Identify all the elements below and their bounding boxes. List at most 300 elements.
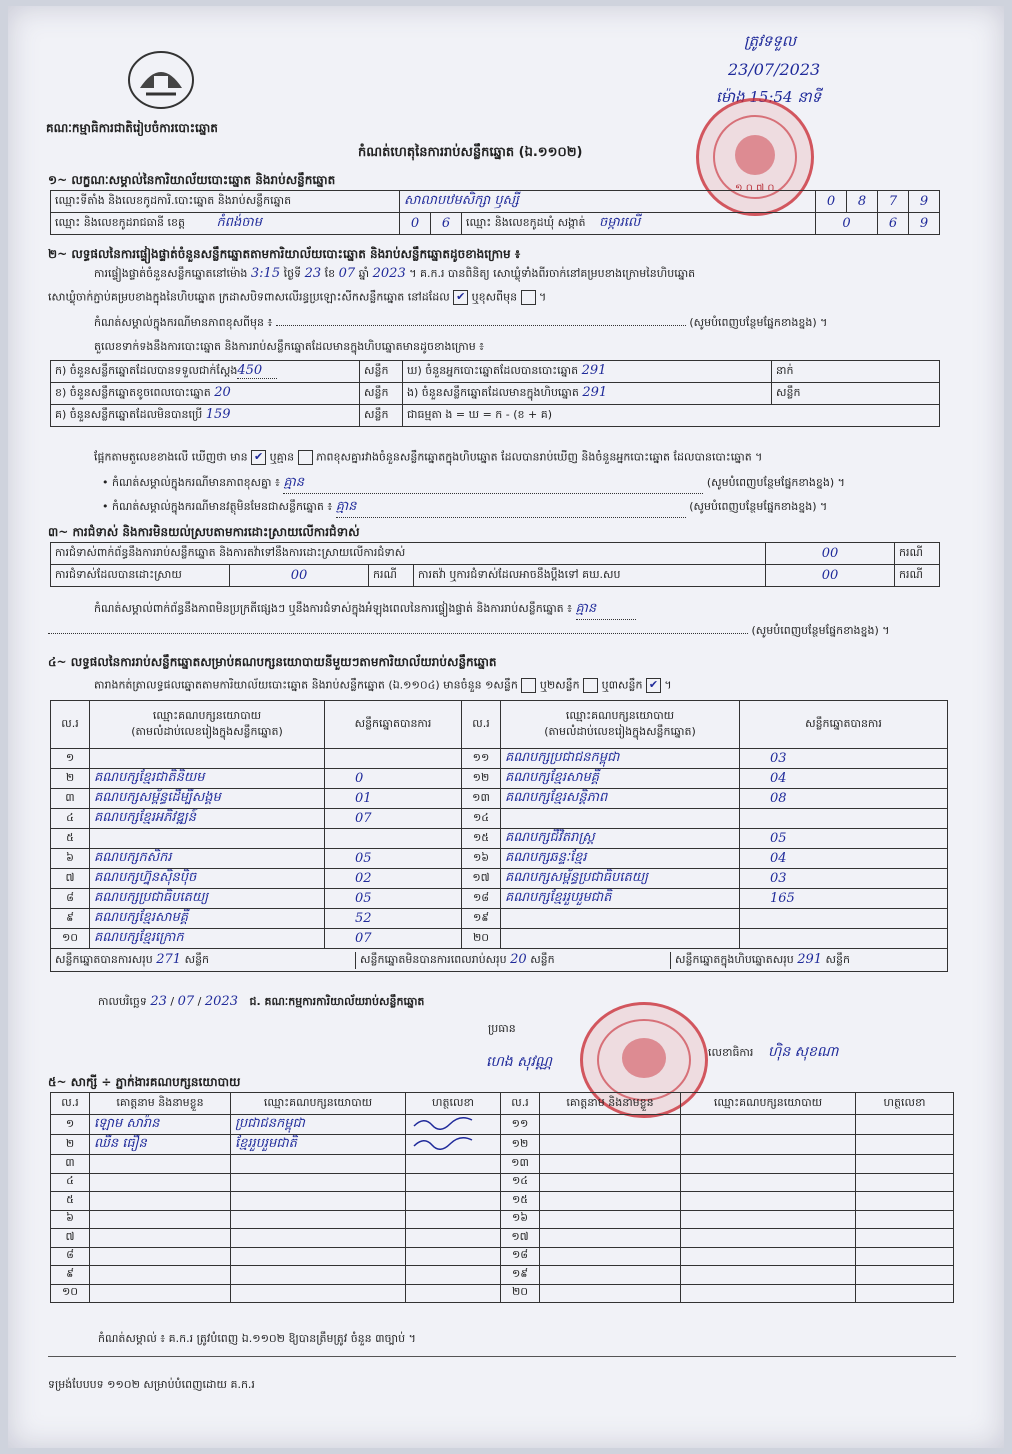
witness-name[interactable] (540, 1266, 681, 1285)
witness-no: ៣ (51, 1155, 90, 1174)
witness-no: ២០ (501, 1284, 540, 1303)
witness-party[interactable] (681, 1284, 856, 1303)
location-label: ឈ្មោះទីតាំង និងលេខកូដការិ.បោះឆ្នោត និងរាប់សន្លឹកឆ្នោត (51, 191, 400, 213)
location-value: សាលាបឋមសិក្សា ឫស្សី (400, 191, 816, 213)
appeal-value: 00 (766, 565, 895, 587)
party-no: ១៨ (462, 889, 501, 909)
note1-line (102, 474, 845, 494)
witness-party (231, 1266, 406, 1285)
witness-signature[interactable] (856, 1229, 954, 1248)
w-col-sign-left: ហត្ថលេខា (406, 1093, 501, 1115)
three-sheet-checkbox[interactable]: ✔ (646, 678, 661, 693)
witness-name[interactable] (540, 1284, 681, 1303)
party-no: ១១ (462, 749, 501, 769)
witness-signature[interactable] (406, 1192, 501, 1211)
witness-name: ឈឺន ធឿន (90, 1135, 231, 1155)
party-row (51, 889, 948, 909)
location-code-2: 8 (847, 191, 878, 213)
party-votes (325, 749, 462, 769)
party-name (90, 749, 325, 769)
witness-signature[interactable] (856, 1192, 954, 1211)
party-row (51, 869, 948, 889)
party-no: ១០ (51, 929, 90, 949)
received-label: ក) ចំនួនសន្លឹកឆ្នោតដែលបានទទួលជាក់ស្តែង (55, 364, 238, 377)
one-sheet-checkbox[interactable] (521, 678, 536, 693)
note1-fill: (សូមបំពេញបន្ថែមផ្នែកខាងខ្នង) ។ (706, 476, 845, 489)
party-votes: 01 (325, 789, 462, 809)
irregularity-blank-line[interactable] (48, 633, 748, 634)
irregularity-blank (48, 624, 890, 640)
party-votes: 05 (325, 889, 462, 909)
party-no: ៧ (51, 869, 90, 889)
section2-line1 (94, 266, 695, 283)
total-invalid-label: សន្លឹកឆ្នោតមិនបានការពេលរាប់សរុប (360, 952, 507, 966)
compare-or: ឬគ្មាន (269, 450, 295, 464)
party-no: ៨ (51, 889, 90, 909)
unused-label: គ) ចំនួនសន្លឹកឆ្នោតដែលមិនបានប្រើ (55, 408, 203, 421)
section2-line2: សោឃ្លុំចាក់ភ្ជាប់គម្របខាងក្នុងនៃហិបឆ្នោត ក្រដាសបិទពាសលើរន្ធប្រឡោះសីកសន្លឹកឆ្នោត នៅដដែល ✔ ឬខុសពីមុន ។ (48, 290, 547, 304)
party-no: ១៤ (462, 809, 501, 829)
party-name (90, 829, 325, 849)
witness-row (51, 1210, 954, 1229)
party-votes: 07 (325, 809, 462, 829)
col-party-right-title: ឈ្មោះគណបក្សនយោបាយ (565, 708, 675, 722)
received-unit: សន្លឹក (360, 361, 403, 383)
section1-title: ១~ លក្ខណៈសម្គាល់នៃការិយាល័យបោះឆ្នោត និងរាប់សន្លឹកឆ្នោត (48, 173, 336, 187)
party-no: ១៥ (462, 829, 501, 849)
date-line: កាលបរិច្ឆេទ 23 / 07 / 2023 ជ. គណៈកម្មការការិយាល័យរាប់សន្លឹកឆ្នោត (98, 994, 425, 1009)
party-name (501, 909, 740, 929)
col-party-left-sub: (តាមលំដាប់លេខរៀងក្នុងសន្លឹកឆ្នោត) (131, 724, 283, 738)
witness-party[interactable] (681, 1229, 856, 1248)
commune-code-2: 6 (878, 213, 909, 235)
witness-row (51, 1266, 954, 1285)
w-col-party-right: ឈ្មោះគណបក្សនយោបាយ (681, 1093, 856, 1115)
witness-row (51, 1155, 954, 1174)
witness-no: ១៩ (501, 1266, 540, 1285)
spoiled-unit: សន្លឹក (360, 383, 403, 405)
witness-row (51, 1284, 954, 1303)
note2-value[interactable]: គ្មាន (336, 498, 686, 518)
check-month: 07 (338, 266, 356, 281)
party-no: ១៣ (462, 789, 501, 809)
emblem-logo (126, 48, 196, 110)
formula-note: ជាធម្មតា ង = ឃ = ក - (ខ + គ) (403, 405, 940, 427)
party-name: គណបក្សខ្មែរសាមគ្គី (90, 909, 325, 929)
witness-no: ១៦ (501, 1210, 540, 1229)
party-name: គណបក្សខ្មែររួបរួមជាតិ (501, 889, 740, 909)
witness-name (90, 1173, 231, 1192)
party-name: គណបក្សសម្ព័ន្ធដើម្បីសង្គម (90, 789, 325, 809)
irregularity-value[interactable]: គ្មាន (576, 600, 636, 620)
witness-no: ១២ (501, 1135, 540, 1155)
line1-b: ថ្ងៃទី (283, 267, 302, 280)
footer-note: កំណត់សម្គាល់ ៖ គ.ក.រ ត្រូវបំពេញ ឯ.១១០២ ឱ្យបានត្រឹមត្រូវ ចំនួន ៣ច្បាប់ ។ (98, 1332, 416, 1345)
party-votes: 05 (325, 849, 462, 869)
total-valid-label: សន្លឹកឆ្នោតបានការសរុប (55, 952, 153, 966)
objection-label: ការជំទាស់ពាក់ព័ន្ធនឹងការរាប់សន្លឹកឆ្នោត និងការតវ៉ាទៅនឹងការដោះស្រាយលើការជំទាស់ (51, 543, 766, 565)
witness-party (231, 1155, 406, 1174)
witness-signature[interactable] (406, 1135, 501, 1155)
party-votes: 04 (740, 849, 948, 869)
witness-no: ៦ (51, 1210, 90, 1229)
witness-row (51, 1115, 954, 1135)
party-no: ៣ (51, 789, 90, 809)
signature-scribble (410, 1116, 480, 1130)
witness-signature[interactable] (406, 1266, 501, 1285)
witness-no: ១៤ (501, 1173, 540, 1192)
witness-party[interactable] (681, 1266, 856, 1285)
form-title: កំណត់ហេតុនៃការរាប់សន្លឹកឆ្នោត (ឯ.១១០២) (358, 145, 583, 160)
witness-party (231, 1173, 406, 1192)
party-no: ១៦ (462, 849, 501, 869)
total-valid-value: 271 (156, 951, 182, 967)
witness-name[interactable] (540, 1192, 681, 1211)
witness-name (90, 1155, 231, 1174)
line1-c: ខែ (324, 267, 336, 280)
irregularity-note (94, 600, 636, 620)
witness-no: ១១ (501, 1115, 540, 1135)
party-name: គណបក្សខ្មែរអភិវឌ្ឍន៍ (90, 809, 325, 829)
party-row (51, 829, 948, 849)
total-box-label: សន្លឹកឆ្នោតក្នុងហិបឆ្នោតសរុប (675, 952, 794, 966)
witness-name (90, 1229, 231, 1248)
date-day: 23 (150, 994, 167, 1009)
witness-signature[interactable] (406, 1155, 501, 1174)
witness-party (231, 1229, 406, 1248)
w-col-no-left: ល.រ (51, 1093, 90, 1115)
witness-name: ឡោម សារ៉ាន (90, 1115, 231, 1135)
party-name: គណបក្សប្រជាធិបតេយ្យ (90, 889, 325, 909)
two-sheet-checkbox[interactable] (583, 678, 598, 693)
objection-unit: ករណី (895, 543, 940, 565)
witness-name (90, 1284, 231, 1303)
commune-label (462, 213, 816, 235)
date-label: កាលបរិច្ឆេទ (98, 995, 147, 1008)
witness-party[interactable] (681, 1135, 856, 1155)
total-valid-unit: សន្លឹក (184, 952, 210, 966)
chair-label: ប្រធាន (488, 1022, 516, 1035)
note2-text: • កំណត់សម្គាល់ក្នុងករណីមានវត្ថុមិនមែនជាសន្លឹកឆ្នោត ៖ (102, 500, 333, 513)
witness-party[interactable] (681, 1155, 856, 1174)
compare-tail: ភាពខុសគ្នារវាងចំនួនសន្លឹកឆ្នោតក្នុងហិបឆ្នោត ដែលបានរាប់ឃើញ និងចំនួនអ្នកបោះឆ្នោត ដែលបានបោះឆ្នោត ។ (316, 450, 763, 464)
witness-signature[interactable] (856, 1284, 954, 1303)
province-code-1: 0 (400, 213, 431, 235)
location-code-3: 7 (878, 191, 909, 213)
witness-signature[interactable] (406, 1247, 501, 1266)
party-name: គណបក្សជីវិតរាស្ត្រ (501, 829, 740, 849)
w-col-name-right: គោត្តនាម និងនាមខ្លួន (540, 1093, 681, 1115)
witness-no: ១ (51, 1115, 90, 1135)
total-valid (51, 952, 355, 969)
witness-row (51, 1229, 954, 1248)
witness-name[interactable] (540, 1247, 681, 1266)
line1-a: ការផ្ទៀងផ្ទាត់ចំនួនសន្លឹកឆ្នោតនៅម៉ោង (94, 267, 248, 280)
witness-party[interactable] (681, 1210, 856, 1229)
spoiled-label: ខ) ចំនួនសន្លឹកឆ្នោតខូចពេលបោះឆ្នោត (55, 386, 211, 399)
witness-name[interactable] (540, 1155, 681, 1174)
party-name (501, 809, 740, 829)
witness-no: ៧ (51, 1229, 90, 1248)
line1-e: ។ គ.ក.រ បានពិនិត្យ សោឃ្លុំទាំងពីរចាក់នៅគម្របខាងក្រោមនៃហិបឆ្នោត (409, 267, 696, 280)
party-votes: 52 (325, 909, 462, 929)
unused-value: 159 (205, 407, 231, 422)
section5-title: ៥~ សាក្សី ÷ ភ្នាក់ងារគណបក្សនយោបាយ (48, 1075, 241, 1089)
party-row (51, 769, 948, 789)
party-votes: 165 (740, 889, 948, 909)
witness-signature[interactable] (856, 1247, 954, 1266)
party-votes: 02 (325, 869, 462, 889)
line2-or: ឬខុសពីមុន (471, 290, 518, 304)
objection-table (50, 542, 940, 587)
commune-code-1: 0 (816, 213, 878, 235)
witness-signature[interactable] (856, 1155, 954, 1174)
witness-name[interactable] (540, 1210, 681, 1229)
witness-rows (51, 1115, 954, 1303)
intro-b: ឬ២សន្លឹក (539, 678, 580, 692)
form-sheet (8, 6, 1004, 1448)
witness-name (90, 1247, 231, 1266)
voters-label: ឃ) ចំនួនអ្នកបោះឆ្នោតដែលបានបោះឆ្នោត (407, 364, 579, 377)
witness-party (231, 1210, 406, 1229)
same-checkbox[interactable]: ✔ (453, 290, 468, 305)
col-no-right: ល.រ (462, 701, 501, 749)
witness-no: ៤ (51, 1173, 90, 1192)
total-box-unit: សន្លឹក (825, 952, 850, 966)
province-label-text: ឈ្មោះ និងលេខកូដរាជធានី ខេត្ត (55, 216, 185, 229)
party-row (51, 909, 948, 929)
w-col-sign-right: ហត្ថលេខា (856, 1093, 954, 1115)
witness-party[interactable] (681, 1115, 856, 1135)
party-no: ១ (51, 749, 90, 769)
party-votes: 05 (740, 829, 948, 849)
party-votes (740, 809, 948, 829)
commune-label-text: ឈ្មោះ និងលេខកូដឃុំ សង្កាត់ (466, 216, 586, 229)
note2-line (102, 498, 827, 518)
col-votes-left: សន្លឹកឆ្នោតបានការ (325, 701, 462, 749)
voters-row (403, 361, 772, 383)
party-votes: 03 (740, 749, 948, 769)
date-month: 07 (177, 994, 195, 1009)
party-no: ៩ (51, 909, 90, 929)
province-code-2: 6 (431, 213, 462, 235)
footer-divider (48, 1356, 956, 1357)
witness-name[interactable] (540, 1135, 681, 1155)
witness-name[interactable] (540, 1229, 681, 1248)
col-party-right (501, 701, 740, 749)
check-year: 2023 (372, 266, 406, 281)
section4-title: ៤~ លទ្ធផលនៃការរាប់សន្លឹកឆ្នោតសម្រាប់គណបក្សនយោបាយនីមួយៗតាមការិយាល័យរាប់សន្លឹកឆ្នោត (48, 655, 497, 669)
inbox-unit: សន្លឹក (772, 383, 940, 405)
witness-party[interactable] (681, 1192, 856, 1211)
receipt-note-1: ត្រូវទទួល (744, 32, 797, 50)
party-no: ៦ (51, 849, 90, 869)
party-no: ១៧ (462, 869, 501, 889)
stamp-top-text: ១ ០ ៧ ០ (735, 183, 775, 194)
voters-unit: នាក់ (772, 361, 940, 383)
irregularity-fill: (សូមបំពេញបន្ថែមផ្នែកខាងខ្នង) ។ (751, 624, 890, 637)
party-name (501, 929, 740, 949)
intro-c: ឬ៣សន្លឹក (601, 678, 643, 692)
commune-value: ចម្ការលើ (599, 215, 641, 230)
irregularity-text: កំណត់សម្គាល់ពាក់ព័ន្ធនឹងភាពមិនប្រក្រតីផ្សេងៗ ឬនឹងការជំទាស់ក្នុងអំឡុងពេលនៃការផ្ទៀងផ្ទាត់ និងការរាប់សន្លឹកឆ្នោត ៖ (94, 602, 572, 615)
witness-party: ប្រជាជនកម្ពុជា (231, 1115, 406, 1135)
witness-signature[interactable] (406, 1173, 501, 1192)
party-row (51, 849, 948, 869)
line3-note: (សូមបំពេញបន្ថែមផ្នែកខាងខ្នង) ។ (689, 316, 828, 329)
date-year: 2023 (204, 994, 238, 1009)
party-name: គណបក្សប្រជាជនកម្ពុជា (501, 749, 740, 769)
party-votes: 08 (740, 789, 948, 809)
witness-row (51, 1135, 954, 1155)
witness-name (90, 1266, 231, 1285)
section4-intro: តារាងកត់ត្រាលទ្ធផលឆ្នោតតាមការិយាល័យបោះឆ្នោត និងរាប់សន្លឹកឆ្នោត (ឯ.១១០៤) មានចំនួន ១សន្លឹក ឬ២សន្លឹក ឬ៣សន្លឹក ✔ ។ (94, 678, 672, 692)
witness-name[interactable] (540, 1115, 681, 1135)
party-no: ១២ (462, 769, 501, 789)
spoiled-row (51, 383, 360, 405)
line1-d: ឆ្នាំ (358, 267, 370, 280)
party-votes: 0 (325, 769, 462, 789)
witness-no: ៨ (51, 1247, 90, 1266)
witness-party (231, 1284, 406, 1303)
line2-text: សោឃ្លុំចាក់ភ្ជាប់គម្របខាងក្នុងនៃហិបឆ្នោត ក្រដាសបិទពាសលើរន្ធប្រឡោះសីកសន្លឹកឆ្នោត នៅដដែល (48, 290, 450, 304)
witness-party[interactable] (681, 1173, 856, 1192)
witness-party (231, 1247, 406, 1266)
party-row (51, 789, 948, 809)
party-name: គណបក្សកសិករ (90, 849, 325, 869)
party-votes (740, 929, 948, 949)
different-checkbox[interactable] (521, 290, 536, 305)
witness-signature[interactable] (406, 1229, 501, 1248)
witness-party (231, 1192, 406, 1211)
inbox-label: ង) ចំនួនសន្លឹកឆ្នោតដែលមានក្នុងហិបឆ្នោត (407, 386, 579, 399)
receipt-note-3: ម៉ោង 15:54 នាទី (716, 88, 822, 106)
voters-value: 291 (581, 363, 607, 378)
check-time: 3:15 (250, 266, 281, 281)
witness-signature[interactable] (856, 1210, 954, 1229)
witness-signature[interactable] (406, 1115, 501, 1135)
ballot-count-table (50, 360, 940, 427)
witness-name (90, 1192, 231, 1211)
location-code-1: 0 (816, 191, 847, 213)
col-party-left-title: ឈ្មោះគណបក្សនយោបាយ (152, 708, 262, 722)
col-party-left (90, 701, 325, 749)
witness-name[interactable] (540, 1173, 681, 1192)
province-value: កំពង់ចាម (216, 215, 262, 230)
witness-signature[interactable] (406, 1210, 501, 1229)
witness-no: ១៣ (501, 1155, 540, 1174)
receipt-note-2: 23/07/2023 (728, 60, 821, 79)
witness-name (90, 1210, 231, 1229)
witness-signature[interactable] (406, 1284, 501, 1303)
w-col-no-right: ល.រ (501, 1093, 540, 1115)
org-name: គណៈកម្មាធិការជាតិរៀបចំការបោះឆ្នោត (46, 121, 218, 135)
intro-text: តារាងកត់ត្រាលទ្ធផលឆ្នោតតាមការិយាល័យបោះឆ្នោត និងរាប់សន្លឹកឆ្នោត (ឯ.១១០៤) មានចំនួន ១សន្លឹក (94, 678, 518, 692)
col-no-left: ល.រ (51, 701, 90, 749)
witness-no: ១០ (51, 1284, 90, 1303)
witness-signature[interactable] (856, 1115, 954, 1135)
witness-no: ១៥ (501, 1192, 540, 1211)
resolved-value: 00 (230, 565, 369, 587)
compare-text: ផ្អែកតាមតួលេខខាងលើ ឃើញថា មាន (94, 450, 248, 464)
unused-unit: សន្លឹក (360, 405, 403, 427)
party-row (51, 749, 948, 769)
footer-form-code: ទម្រង់បែបបទ ១១០២ សម្រាប់បំពេញដោយ គ.ក.រ (48, 1378, 255, 1391)
witness-row (51, 1247, 954, 1266)
secretary-name: ហ៊ិន សុខណា (768, 1044, 839, 1060)
has-difference-checkbox[interactable]: ✔ (251, 450, 266, 465)
commune-code-3: 9 (909, 213, 940, 235)
party-no: ១៩ (462, 909, 501, 929)
party-votes (740, 909, 948, 929)
witness-no: ១៧ (501, 1229, 540, 1248)
w-col-name-left: គោត្តនាម និងនាមខ្លួន (90, 1093, 231, 1115)
note2-fill: (សូមបំពេញបន្ថែមផ្នែកខាងខ្នង) ។ (689, 500, 828, 513)
note1-text: • កំណត់សម្គាល់ក្នុងករណីមានភាពខុសគ្នា ៖ (102, 476, 280, 489)
party-no: ២ (51, 769, 90, 789)
col-votes-right: សន្លឹកឆ្នោតបានការ (740, 701, 948, 749)
party-votes: 04 (740, 769, 948, 789)
objection-value: 00 (766, 543, 895, 565)
witness-no: ៥ (51, 1192, 90, 1211)
party-name: គណបក្សខ្មែរសាមគ្គី (501, 769, 740, 789)
appeal-label: ការតវ៉ា ឬការជំទាស់ដែលអាចនឹងប្ដឹងទៅ គឃ.សប (414, 565, 766, 587)
section2-line3 (94, 316, 956, 332)
witness-signature[interactable] (856, 1266, 954, 1285)
witness-party: ខ្មែររួបរួមជាតិ (231, 1135, 406, 1155)
party-name: គណបក្សឆន្ទៈខ្មែរ (501, 849, 740, 869)
compare-line (94, 450, 762, 467)
party-name: គណបក្សហ្វ៊ុនស៊ិនប៉ិច (90, 869, 325, 889)
party-row (51, 929, 948, 949)
party-no: ៤ (51, 809, 90, 829)
section3-title: ៣~ ការជំទាស់ និងការមិនយល់ស្របតាមការដោះស្រាយលើការជំទាស់ (48, 525, 360, 539)
inbox-row (403, 383, 772, 405)
party-name: គណបក្សខ្មែរក្រោក (90, 929, 325, 949)
received-row (51, 361, 360, 383)
line3-text: កំណត់សម្គាល់ក្នុងករណីមានភាពខុសពីមុន ៖ (94, 316, 273, 329)
witness-no: ១៨ (501, 1247, 540, 1266)
witness-no: ៩ (51, 1266, 90, 1285)
witness-signature[interactable] (856, 1135, 954, 1155)
total-box (670, 952, 947, 969)
witness-signature[interactable] (856, 1173, 954, 1192)
section2-line4: តួលេខទាក់ទងនឹងការបោះឆ្នោត និងការរាប់សន្លឹកឆ្នោតដែលមានក្នុងហិបឆ្នោតមានដូចខាងក្រោម ៖ (94, 340, 485, 353)
witness-party[interactable] (681, 1247, 856, 1266)
totals-row (51, 949, 948, 972)
section2-title: ២~ លទ្ធផលនៃការផ្ទៀងផ្ទាត់ចំនួនសន្លឹកឆ្នោតតាមការិយាល័យបោះឆ្នោត និងរាប់សន្លឹកឆ្នោតដូចខាងក្រោម ៖ (48, 247, 521, 261)
signature-scribble (410, 1136, 480, 1150)
line3-blank[interactable] (276, 325, 686, 326)
total-invalid (355, 952, 670, 969)
no-difference-checkbox[interactable] (298, 450, 313, 465)
col-party-right-sub: (តាមលំដាប់លេខរៀងក្នុងសន្លឹកឆ្នោត) (544, 724, 696, 738)
appeal-unit: ករណី (895, 565, 940, 587)
party-no: ២០ (462, 929, 501, 949)
witness-row (51, 1173, 954, 1192)
party-row (51, 809, 948, 829)
unused-row (51, 405, 360, 427)
resolved-label: ការជំទាស់ដែលបានដោះស្រាយ (51, 565, 230, 587)
resolved-unit: ករណី (369, 565, 414, 587)
party-rows (51, 749, 948, 949)
note1-value[interactable]: គ្មាន (283, 474, 703, 494)
date-tail: ជ. គណៈកម្មការការិយាល័យរាប់សន្លឹកឆ្នោត (249, 995, 425, 1008)
secretary-label: លេខាធិការ (708, 1046, 754, 1059)
w-col-party-left: ឈ្មោះគណបក្សនយោបាយ (231, 1093, 406, 1115)
party-votes (325, 829, 462, 849)
spoiled-value: 20 (214, 385, 231, 400)
